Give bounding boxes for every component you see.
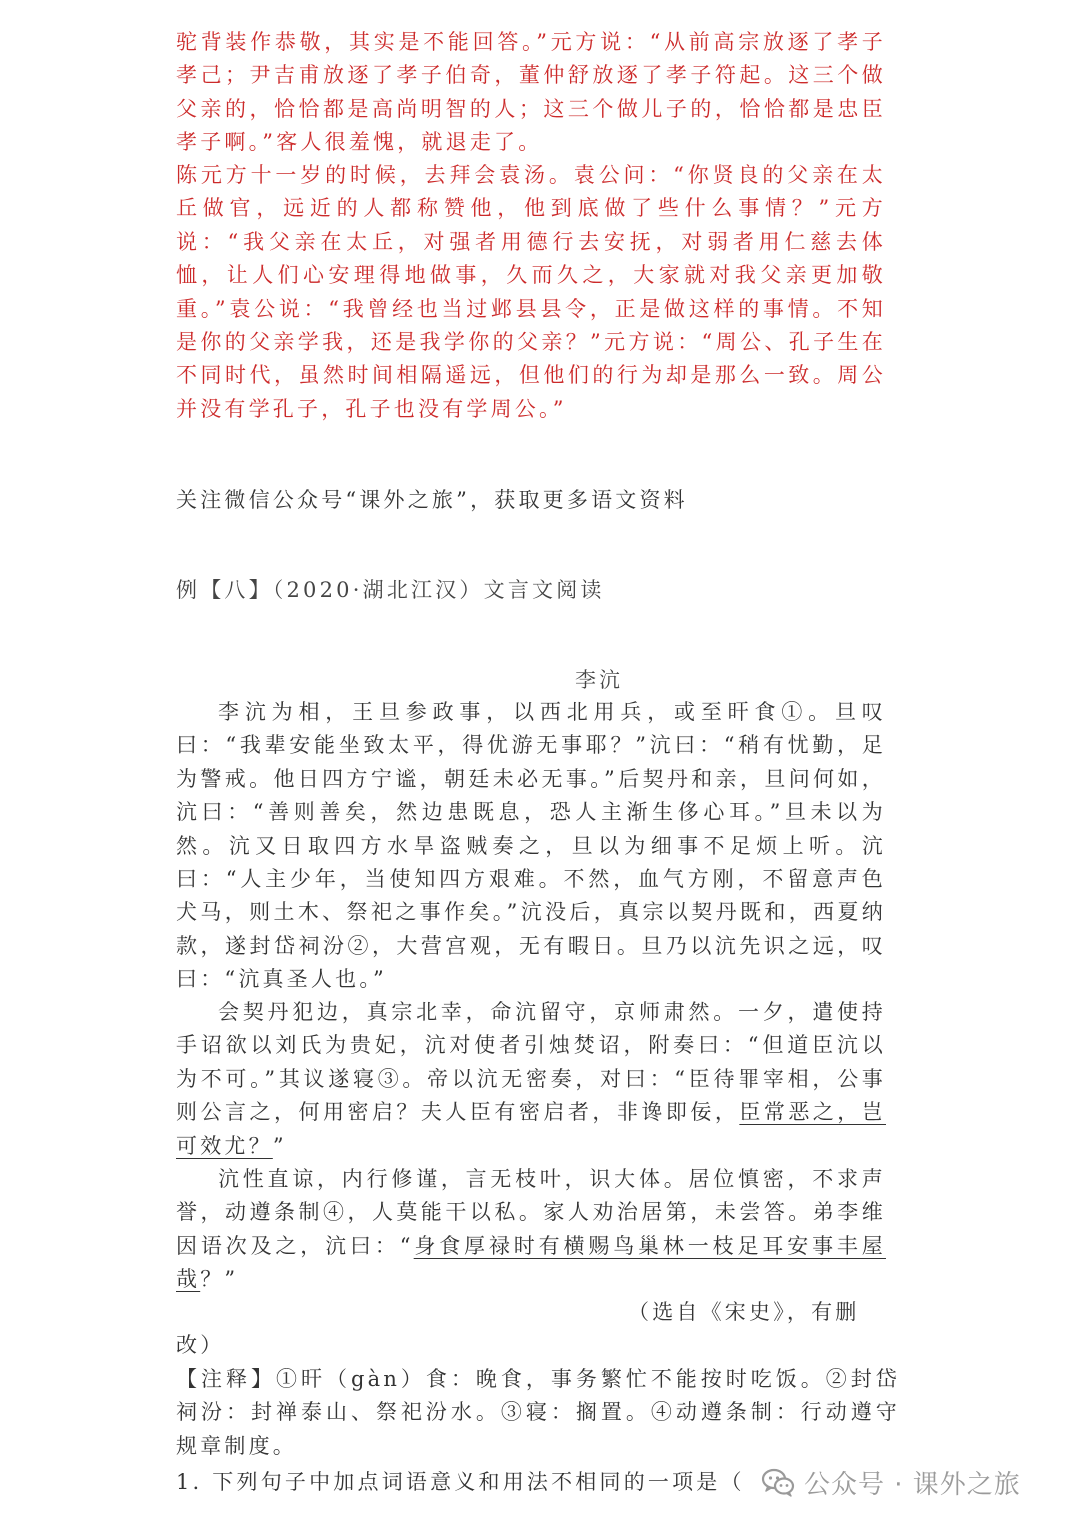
passage-source: （选自《宋史》，有删改）	[176, 1300, 860, 1358]
passage-title: 李沆	[575, 668, 623, 692]
translation-paragraph-1: 驼背装作恭敬，其实是不能回答。”元方说：“从前高宗放逐了孝子孝己；尹吉甫放逐了孝子伯奇，董仲舒放逐了孝子符起。这三个做父亲的，恰恰都是高尚明智的人；这三个做儿子的，恰恰都是忠臣孝子啊。”客人很羞愧，就退走了。	[176, 30, 886, 155]
watermark	[760, 1460, 1021, 1504]
example-heading: 例【八】（2020·湖北江汉）文言文阅读	[176, 578, 605, 602]
passage-notes: 【注释】①旰（gàn）食：晚食，事务繁忙不能按时吃饭。②封岱祠汾：封禅泰山、祭祀汾水。③寝：搁置。④动遵条制：行动遵守规章制度。	[176, 1367, 900, 1458]
p2-text-before: 会契丹犯边，真宗北幸，命沆留守，京师肃然。一夕，遣使持手诏欲以刘氏为贵妃，沆对使者引烛焚诏，附奏曰：“但道臣沆以为不可。”其议遂寝③。帝以沆无密奏，对曰：“臣待罪宰相，公事则公言之，何用密启？夫人臣有密启者，非谗即佞，	[176, 1000, 886, 1125]
question-1: 1. 下列句子中加点词语意义和用法不相同的一项是（	[176, 1470, 745, 1494]
promo-line: 关注微信公众号“课外之旅”，获取更多语文资料	[176, 488, 688, 512]
p2-text-after: ”	[272, 1133, 287, 1158]
translation-paragraph-2: 陈元方十一岁的时候，去拜会袁汤。袁公问：“你贤良的父亲在太丘做官，远近的人都称赞他，他到底做了些什么事情？”元方说：“我父亲在太丘，对强者用德行去安抚，对弱者用仁慈去体恤，让人们心安理得地做事，久而久之，大家就对我父亲更加敬重。”袁公说：“我曾经也当过邺县县令，正是做这样的事情。不知是你的父亲学我，还是我学你的父亲？”元方说：“周公、孔子生在不同时代，虽然时间相隔遥远，但他们的行为却是那么一致。周公并没有学孔子，孔子也没有学周公。”	[176, 163, 886, 421]
p3-text-after: ？”	[200, 1267, 239, 1292]
p3-text-before: 沆性直谅，内行修谨，言无枝叶，识大体。居位慎密，不求声誉，动遵条制④，人莫能干以私。家人劝治居第，未尝答。弟李维因语次及之，沆曰：“	[176, 1167, 886, 1258]
passage-paragraph-1: 李沆为相，王旦参政事，以西北用兵，或至旰食①。旦叹曰：“我辈安能坐致太平，得优游无事耶？”沆曰：“稍有忧勤，足为警戒。他日四方宁谧，朝廷未必无事。”后契丹和亲，旦问何如，沆曰：“善则善矣，然边患既息，恐人主渐生侈心耳。”旦未以为然。沆又日取四方水旱盗贼奏之，旦以为细事不足烦上听。沆曰：“人主少年，当使知四方艰难。不然，血气方刚，不留意声色犬马，则土木、祭祀之事作矣。”沆没后，真宗以契丹既和，西夏纳款，遂封岱祠汾②，大营宫观，无有暇日。旦乃以沆先识之远，叹曰：“沆真圣人也。”	[176, 700, 886, 992]
wechat-icon	[760, 1464, 796, 1500]
p2-underlined-sentence: 臣常恶之，岂可效尤？	[176, 1100, 886, 1158]
passage-paragraph-2	[176, 996, 886, 1163]
p3-underlined-sentence: 身食厚禄时有横赐鸟巢林一枝足耳安事丰屋哉	[176, 1233, 886, 1292]
passage-paragraph-3	[176, 1163, 886, 1297]
watermark-text: 公众号 · 课外之旅	[804, 1469, 1021, 1500]
